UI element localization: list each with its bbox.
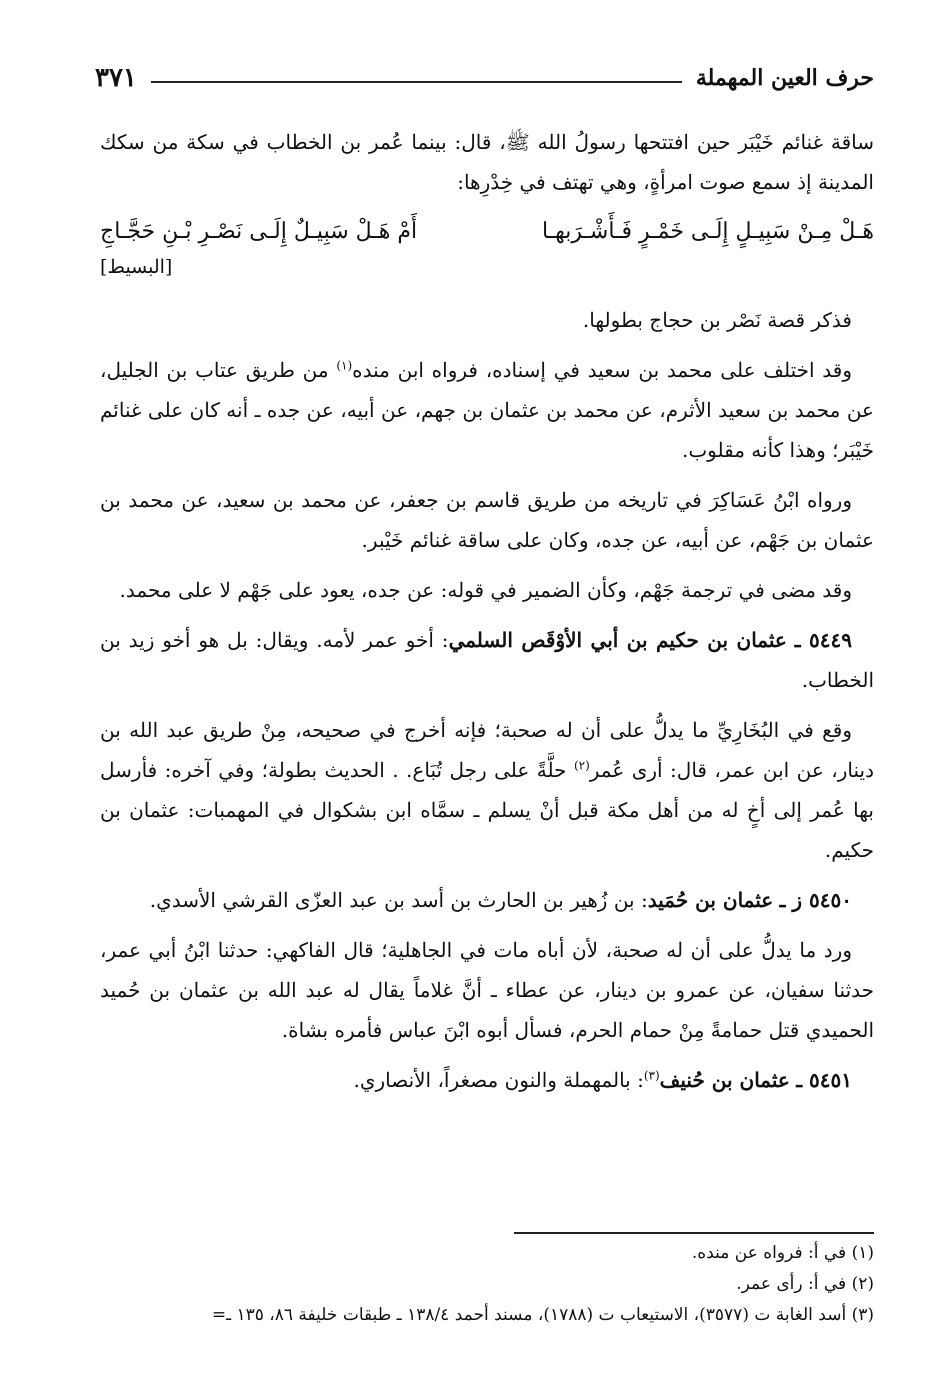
footnote-ref-2: (٢) (573, 758, 590, 773)
entry-name: عثمان بن حُمَيد (647, 888, 774, 912)
entry-name: عثمان بن حُنيف (659, 1068, 790, 1092)
entry-number: ٥٤٤٩ ـ (794, 628, 853, 652)
footnote-2: (٢) في أ: رأى عمر. (736, 1274, 874, 1294)
footnote-3: (٣) أسد الغابة ت (٣٥٧٧)، الاستيعاب ت (١٧٨٨)، مسند أحمد ١٣٨/٤ ـ طبقات خليفة ٨٦، ١٣٥ ـ= (211, 1305, 874, 1325)
page-body (100, 122, 874, 1110)
paragraph-2: فذكر قصة نَصْر بن حجاج بطولها. (582, 308, 852, 332)
paragraph-6 (100, 710, 874, 870)
running-title: حرف العين المهملة (695, 65, 874, 91)
footnote-1: (١) في أ: فرواه عن منده. (691, 1243, 874, 1263)
footnote-rule (514, 1232, 874, 1234)
entry-5450 (100, 880, 874, 920)
entry-number: ٥٤٥١ ـ (796, 1068, 852, 1092)
paragraph-5: وقد مضى في ترجمة جَهْم، وكأن الضمير في قوله: عن جده، يعود على جَهْم لا على محمد. (119, 578, 852, 602)
paragraph-3 (100, 350, 874, 470)
paragraph-3-start: وقد اختلف على محمد بن سعيد في إسناده، فرواه ابن منده (352, 358, 852, 382)
paragraph-6-rest: حلَّةً على رجل تُبَاع. . الحديث بطولة؛ وفي آخره: فأرسل بها عُمر إلى أخٍ له من أهل مكة قبل أنْ يسلم ـ سمَّاه ابن بشكوال في المهمبات: عثمان بن حكيم. (100, 758, 875, 862)
entry-text: : أخو عمر لأمه. ويقال: بل هو أخو زيد بن الخطاب. (100, 628, 874, 692)
paragraph-4: ورواه ابْنُ عَسَاكِرَ في تاريخه من طريق قاسم بن جعفر، عن محمد بن سعيد، عن محمد بن عثمان بن جَهْم، عن أبيه، عن جده، وكان على ساقة غنائم خَيْبر. (100, 488, 874, 552)
verse-first-hemistich: هَـلْ مِـنْ سَبِيـلٍ إِلَـى خَمْـرٍ فَـأَشْـرَبهـا (541, 219, 874, 244)
footnote-ref-1: (١) (336, 358, 353, 373)
paragraph-3-rest: من طريق عتاب بن الجليل، عن محمد بن سعيد الأثرم، عن محمد بن عثمان بن جهم، عن أبيه، عن جده ـ أنه كان على غنائم خَيْبَر؛ وهذا كأنه مقلوب. (100, 358, 874, 462)
entry-5451 (100, 1060, 874, 1100)
entry-name: عثمان بن حكيم بن أبي الأوْقَص السلمي (448, 628, 787, 652)
entry-text: : بالمهملة والنون مصغراً، الأنصاري. (353, 1068, 644, 1092)
entry-text: : بن زُهير بن الحارث بن أسد بن عبد العزّى القرشي الأسدي. (149, 888, 648, 912)
footnotes (100, 1238, 874, 1331)
poem-meter: [البسيط] (100, 256, 173, 278)
paragraph-7: ورد ما يدلُّ على أن له صحبة، لأن أباه مات في الجاهلية؛ قال الفاكهي: حدثنا ابْنُ أبي عمر، حدثنا سفيان، عن عمرو بن دينار، عن عطاء ـ أنَّ غلاماً يقال له عبد الله بن عثمان بن حُميد الحميدي قتل حمامةً مِنْ حمام الحرم، فسأل أبوه ابْنَ عباس فأمره بشاة. (100, 938, 874, 1042)
page-header (95, 56, 874, 100)
entry-5449 (100, 620, 874, 700)
poem-verse (100, 212, 874, 252)
verse-second-hemistich: أَمْ هَـلْ سَبِيـلٌ إِلَـى نَصْـرِ بْـنِ حَجَّـاجِ (100, 219, 418, 244)
page-number: ٣٧١ (95, 63, 137, 93)
paragraph-1: ساقة غنائم خَيْبَر حين افتتحها رسولُ الله ﷺ، قال: بينما عُمر بن الخطاب في سكة من سكك المدينة إذ سمع صوت امرأةٍ، وهي تهتف في خِدْرِها: (100, 130, 874, 194)
footnote-ref-3: (٣) (643, 1068, 660, 1083)
entry-number: ٥٤٥٠ ز ـ (779, 888, 852, 912)
header-rule (151, 81, 682, 83)
paragraph-6-start: وقع في البُخَارِيِّ ما يدلُّ على أن له صحبة؛ فإنه أخرج في صحيحه، مِنْ طريق عبد الله بن دينار، عن ابن عمر، قال: أرى عُمر (100, 718, 874, 782)
